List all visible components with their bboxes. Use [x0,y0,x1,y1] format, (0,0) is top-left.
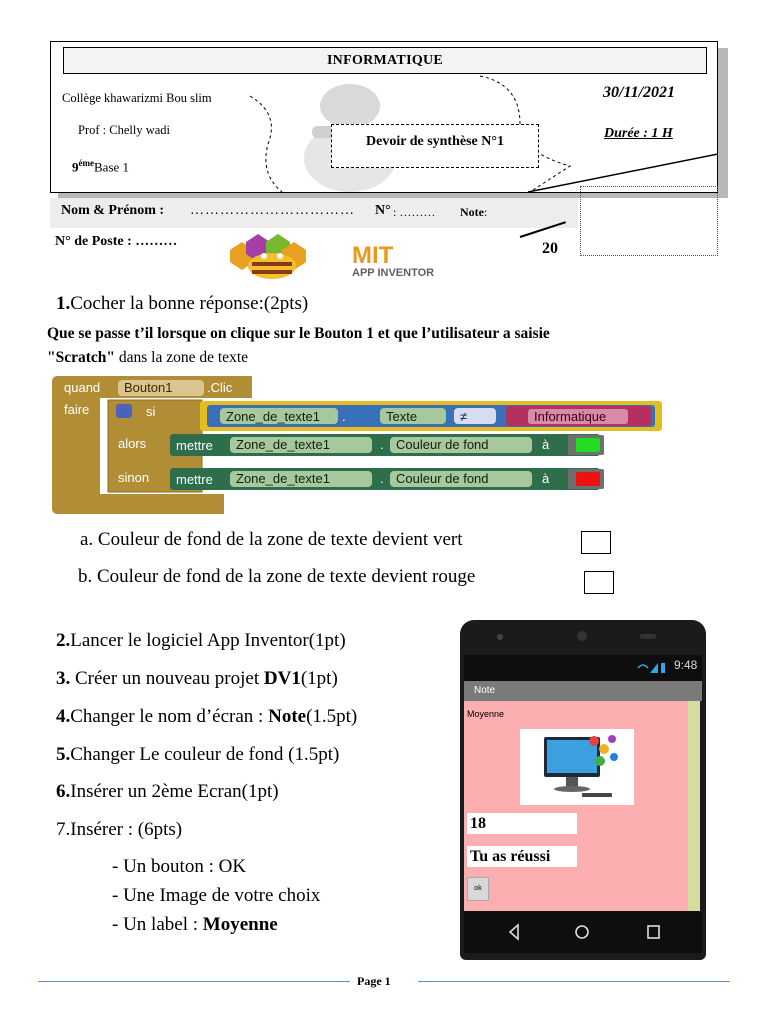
block-set-2-to: à [542,471,550,486]
block-button: Bouton1 [124,380,173,395]
option-a: a. Couleur de fond de la zone de texte devient vert [80,529,463,550]
exam-date: 30/11/2021 [603,84,676,101]
exam-title: Devoir de synthèse N°1 [331,124,539,168]
block-set-1-comp: Zone_de_texte1 [236,437,330,452]
footer-line-left [38,981,350,982]
phone-time: 9:48 [674,658,698,672]
option-b-checkbox[interactable] [584,571,614,594]
question-6: 6.Insérer un 2ème Ecran(1pt) [56,781,279,802]
computer-image [520,729,634,805]
block-set-2-dot: . [380,471,384,486]
bullet-button: - Un bouton : OK [112,856,247,877]
subject-title: INFORMATIQUE [63,47,707,74]
color-swatch-else [576,472,600,486]
block-prop-text: Texte [386,409,418,424]
question-7: 7.Insérer : (6pts) [56,819,183,840]
footer-line-right [418,981,730,982]
number-field[interactable]: : ……… [393,205,436,219]
block-set-1-dot: . [380,437,384,452]
phone-status-bar [464,655,702,683]
block-cond-dot: . [342,409,346,424]
number-label: N° [375,203,391,218]
option-b: b. Couleur de fond de la zone de texte devient rouge [78,566,476,587]
teacher-name: Prof : Chelly wadi [78,123,171,137]
block-do: faire [64,402,90,417]
ok-button[interactable]: ok [467,877,489,901]
block-cond-comp: Zone_de_texte1 [226,409,320,424]
screen-scrollbar[interactable] [688,701,700,911]
bullet-image: - Une Image de votre choix [112,885,321,906]
monitor-icon [520,729,634,805]
score-box [580,186,718,256]
logo-mit: MIT [352,242,394,269]
block-set-1-to: à [542,437,550,452]
score-total: 20 [542,240,558,257]
back-icon[interactable] [510,925,518,939]
block-then: alors [118,436,147,451]
exam-duration: Durée : 1 H [604,126,673,141]
question-5: 5.Changer Le couleur de fond (1.5pt) [56,744,340,765]
page-number: Page 1 [357,974,391,988]
bullet-label: - Un label : Moyenne [112,914,278,935]
block-set-2-prop: Couleur de fond [396,471,489,486]
block-operator: ≠ [460,409,468,424]
question-2: 2.Lancer le logiciel App Inventor(1pt) [56,630,346,651]
home-icon[interactable] [576,926,588,938]
signal-icon [636,660,666,674]
school-name: Collège khawarizmi Bou slim [62,91,212,105]
name-label: Nom & Prénom : [61,203,165,218]
option-a-checkbox[interactable] [581,531,611,554]
phone-nav-bar [464,911,702,953]
question-4: 4.Changer le nom d’écran : Note(1.5pt) [56,706,358,727]
block-when: quand [64,380,101,395]
block-event: .Clic [207,380,233,395]
screen-title-bar: Note [464,681,702,701]
block-set-1-prop: Couleur de fond [396,437,489,452]
note-label: Note: [460,205,488,219]
block-string: Informatique [534,409,607,424]
question-3: 3. Créer un nouveau projet DV1(1pt) [56,668,338,689]
name-field[interactable]: …………………………… [190,203,355,218]
color-swatch-then [576,438,600,452]
phone-sensors [490,628,670,646]
block-set-2-comp: Zone_de_texte1 [236,471,330,486]
question-1-text: Que se passe t’il lorsque on clique sur le Bouton 1 et que l’utilisateur a saisie "Scratch" dans la zone de texte [47,325,550,366]
logo-app-inventor: APP INVENTOR [352,267,435,279]
block-set-2: mettre [176,472,213,487]
poste-label: N° de Poste : ……… [55,234,178,249]
block-else: sinon [118,470,150,485]
block-if: si [146,404,156,419]
textbox-score[interactable]: 18 [467,813,577,834]
class-level: $9^{éme}Base$ 1 [72,158,130,175]
app-inventor-logo [222,232,492,282]
recents-icon[interactable] [648,926,659,938]
block-set-1: mettre [176,438,213,453]
label-moyenne: Moyenne [467,709,505,719]
question-1: 1.Cocher la bonne réponse:(2pts) [56,293,309,314]
code-blocks [52,376,667,514]
textbox-message[interactable]: Tu as réussi [467,846,577,867]
